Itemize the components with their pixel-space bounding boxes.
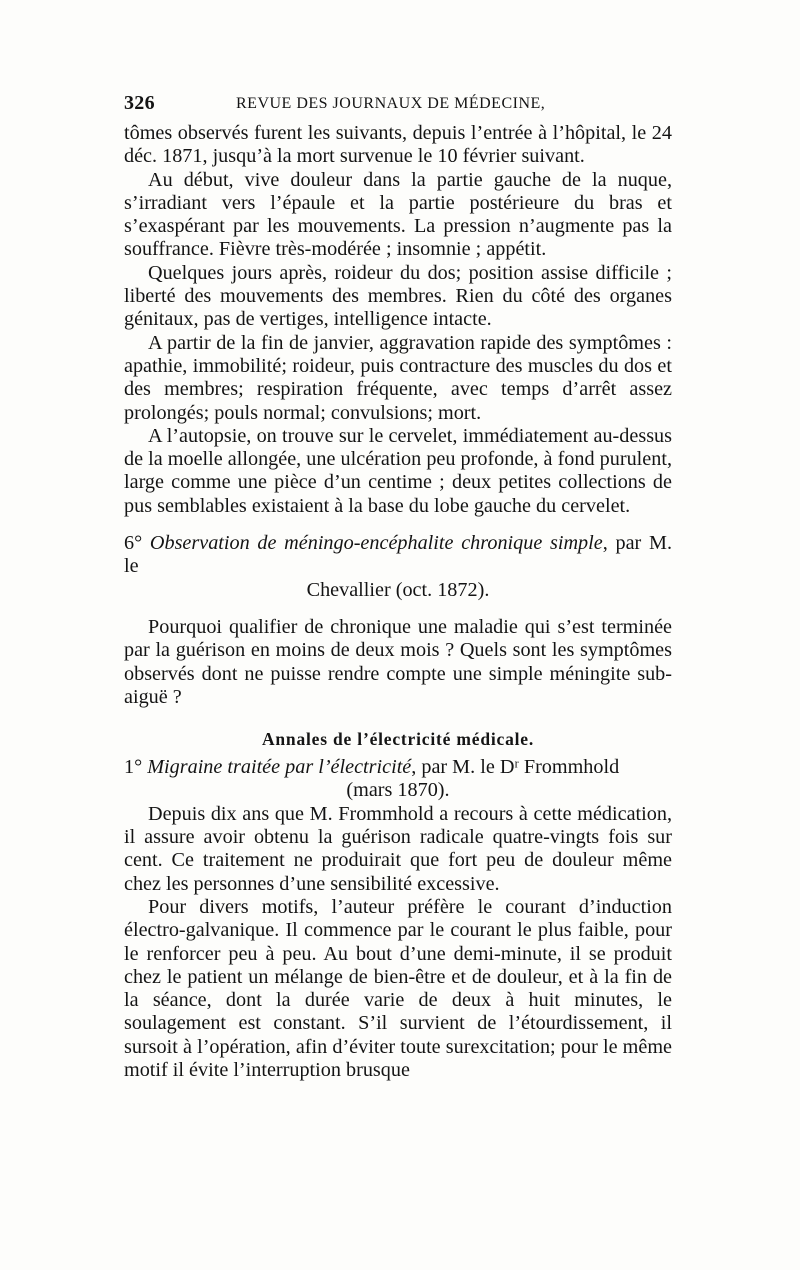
section-item-number: 1° <box>124 756 143 779</box>
page-number: 326 <box>124 92 155 114</box>
section-item-heading <box>124 756 672 779</box>
observation-title: Observation de méningo-encéphalite chronique simple <box>149 532 603 555</box>
observation-author: , par M. le <box>124 532 672 578</box>
section-item-title: Migraine traitée par l’électricité <box>147 756 412 779</box>
paragraph-method: Pour divers motifs, l’auteur préfère le courant d’induction électro-galvanique. Il commence par le courant le plus faible, pour le renforcer peu à peu. Au bout d’une demi-minute, il se produit chez le patient un mélange de bien-être et de douleur, et à la fin de la séance, dont la durée varie de deux à huit minutes, le soulagement est constant. S’il survient de l’étourdissement, il sursoit à l’opération, afin d’éviter toute surexcitation; pour le même motif il évite l’interruption brusque <box>124 895 672 1081</box>
paragraph-frommhold: Depuis dix ans que M. Frommhold a recours à cette médication, il assure avoir obtenu la guérison radicale quatre-vingts fois sur cent. Ce traitement ne produirait que fort peu de douleur même chez les personnes d’une sensibilité excessive. <box>124 802 672 895</box>
observation-author-line: Chevallier (oct. 1872). <box>306 578 490 601</box>
observation-heading <box>124 532 672 579</box>
section-item-author: , par M. le Dʳ Frommhold <box>411 756 620 779</box>
paragraph-autopsy: A l’autopsie, on trouve sur le cervelet, immédiatement au-dessus de la moelle allongée, une ulcération peu profonde, à fond purulent, large comme une pièce d’un centime ; deux petites collections de pus semblables existaient à la base du lobe gauche du cervelet. <box>124 424 672 517</box>
running-title: REVUE DES JOURNAUX DE MÉDECINE, <box>236 95 546 112</box>
section-item-date: (mars 1870). <box>346 779 450 802</box>
paragraph-onset: Au début, vive douleur dans la partie gauche de la nuque, s’irradiant vers l’épaule et la partie postérieure du bras et s’exaspérant par les mouvements. La pression n’augmente pas la souffrance. Fièvre très-modérée ; insomnie ; appétit. <box>124 168 672 261</box>
paragraph-aggravation: A partir de la fin de janvier, aggravation rapide des symptômes : apathie, immobilité; roideur, puis contracture des muscles du dos et des membres; respiration fréquente, avec temps d’arrêt assez prolongés; pouls normal; convulsions; mort. <box>124 331 672 424</box>
section-heading: Annales de l’électricité médicale. <box>261 729 535 750</box>
paragraph-days-after: Quelques jours après, roideur du dos; position assise difficile ; liberté des mouvements des membres. Rien du côté des organes génitaux, pas de vertiges, intelligence intacte. <box>124 261 672 331</box>
paragraph-question: Pourquoi qualifier de chronique une maladie qui s’est terminée par la guérison en moins de deux mois ? Quels sont les symptômes observés dont ne puisse rendre compte une simple méningite sub-aiguë ? <box>124 615 672 708</box>
paragraph-continued: tômes observés furent les suivants, depuis l’entrée à l’hôpital, le 24 déc. 1871, jusqu’à la mort survenue le 10 février suivant. <box>124 122 672 168</box>
observation-number: 6° <box>124 532 143 555</box>
page-body <box>124 122 672 1082</box>
